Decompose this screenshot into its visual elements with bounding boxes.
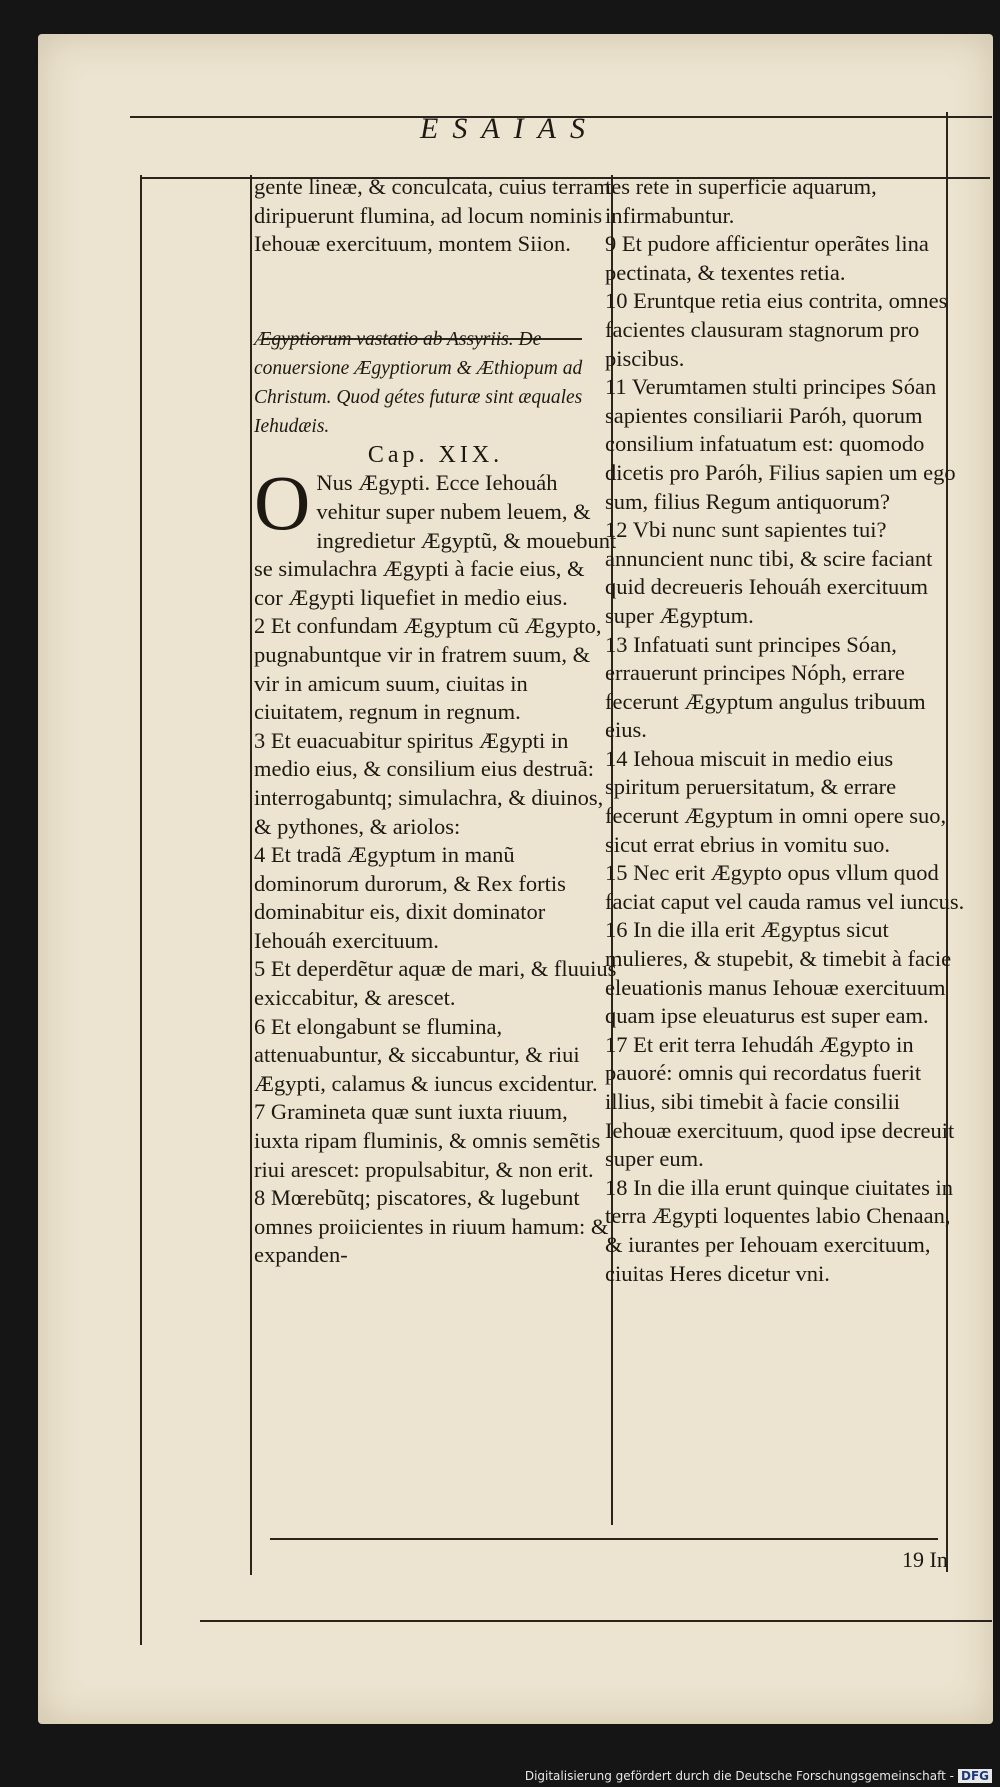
verse-13: 13 Infatuati sunt principes Sóan, errauerunt principes Nóph, errare fecerunt Ægyptum angulus tribuum eius. — [605, 631, 926, 743]
verse-8: 8 Mœrebũtq; piscatores, & lugebunt omnes proiicientes in riuum hamum: & expanden- — [254, 1185, 609, 1268]
chapter-heading: Cap. XIX. — [367, 441, 504, 468]
footer-text: Digitalisierung gefördert durch die Deutsche Forschungsgemeinschaft - — [524, 1769, 954, 1783]
verse-7: 7 Gramineta quæ sunt iuxta riuum, iuxta ripam fluminis, & omnis semẽtis riui arescet: propulsabitur, & non erit. — [254, 1099, 601, 1182]
chapter-summary: Ægyptiorum vastatio ab Assyriis. De conuersione Ægyptiorum & Æthiopum ad Christum. Quod gétes futuræ sint æquales Iehudæis. — [254, 328, 583, 437]
dfg-logo: DFG — [958, 1769, 992, 1783]
drop-cap: O — [254, 459, 311, 547]
inner-left-rule — [250, 175, 252, 1575]
verse-2: 2 Et confundam Ægyptum cũ Ægypto, pugnabuntque vir in fratrem suum, & vir in amicum suum, ciuitas in ciuitatem, regnum in regnum. — [254, 613, 602, 725]
verse-17: 17 Et erit terra Iehudáh Ægypto in pauoré: omnis qui recordatus fuerit illius, sibi timebit à facie consilii Iehouæ exercituum, quod ipse decreuit super eum. — [605, 1031, 955, 1172]
right-column — [605, 173, 970, 1288]
left-column — [254, 173, 617, 1270]
verse-16: 16 In die illa erit Ægyptus sicut mulieres, & stupebit, & timebit à facie eleuationis manus Iehouæ exercituum quam ipse eleuaturus est super eam. — [605, 917, 952, 1029]
verse-4: 4 Et tradã Ægyptum in manũ dominorum durorum, & Rex fortis dominabitur eis, dixit dominator Iehouáh exercituum. — [254, 842, 566, 953]
verse-14: 14 Iehoua miscuit in medio eius spiritum peruersitatum, & errare fecerunt Ægyptum in omni opere suo, sicut errat ebrius in vomitu suo. — [605, 745, 947, 857]
catchword: 19 In — [902, 1547, 948, 1572]
verse-10: 10 Eruntque retia eius contrita, omnes facientes clausuram stagnorum pro piscibus. — [605, 288, 948, 371]
verse-8-continued: tes rete in superficie aquarum, infirmabuntur. — [605, 174, 877, 228]
verse-11: 11 Verumtamen stulti principes Sóan sapientes consiliarii Paróh, quorum consilium infatuatum est: quomodo dicetis pro Paróh, Filius sapien um ego sum, filius Regum antiquorum? — [605, 374, 956, 514]
verse-3: 3 Et euacuabitur spiritus Ægypti in medio eius, & consilium eius destruã: interrogabuntq; simulachra, & diuinos, & pythones, & ariolos: — [254, 727, 604, 839]
verse-18: 18 In die illa erunt quinque ciuitates in terra Ægypti loquentes labio Chenaan, & iurantes per Iehouam exercituum, ciuitas Heres dicetur vni. — [605, 1174, 954, 1286]
page-bottom-rule — [200, 1620, 992, 1622]
continued-text: gente lineæ, & conculcata, cuius terram diripuerunt flumina, ad locum nominis Iehouæ exercituum, montem Siion. — [254, 174, 611, 257]
verse-12: 12 Vbi nunc sunt sapientes tui? annuncient nunc tibi, & scire faciant quid decreueris Iehouáh exercituum super Ægyptum. — [605, 517, 933, 628]
bottom-text-rule — [270, 1538, 938, 1540]
verse-15: 15 Nec erit Ægypto opus vllum quod faciat caput vel cauda ramus vel iuncus. — [605, 860, 965, 914]
verse-5: 5 Et deperdẽtur aquæ de mari, & fluuius exiccabitur, & arescet. — [254, 956, 617, 1011]
left-frame-rule — [140, 175, 142, 1645]
verse-9: 9 Et pudore afficientur operãtes lina pectinata, & texentes retia. — [605, 231, 929, 285]
digitization-footer — [525, 1769, 992, 1783]
verse-6: 6 Et elongabunt se flumina, attenuabuntur, & siccabuntur, & riui Ægypti, calamus & iuncus excidentur. — [254, 1013, 598, 1096]
verse-1: O Nus Ægypti. Ecce Iehouáh vehitur super nubem leuem, & ingredietur Ægyptũ, & mouebunt se simulachra Ægypti à facie eius, & cor Ægypti liquefiet in medio eius. — [254, 459, 617, 610]
running-head: ESAIAS — [420, 112, 599, 145]
